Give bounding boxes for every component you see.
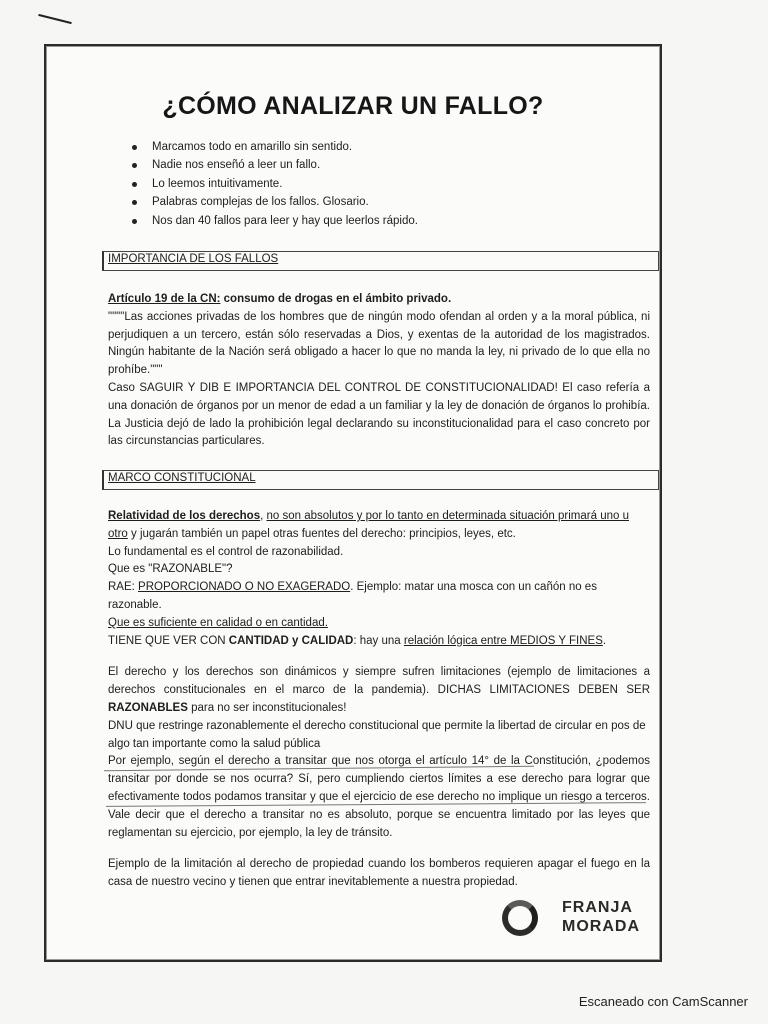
bullet-item: Nos dan 40 fallos para leer y hay que leerlos rápido.: [130, 212, 418, 230]
section-marco-body: [108, 508, 650, 892]
article-heading: Artículo 19 de la CN: consumo de drogas en el ámbito privado.: [108, 293, 452, 305]
franja-morada-logo: [502, 896, 652, 946]
page-title: ¿CÓMO ANALIZAR UN FALLO?: [162, 92, 544, 120]
article-quote: """"Las acciones privadas de los hombres que de ningún modo ofendan al orden y a la moral pública, ni perjudiquen a un tercero, están sólo reservadas a Dios, y exentas de la autoridad de los magistrados. Ningún habitante de la Nación será obligado a hacer lo que no manda la ley, ni privado de lo que ella no prohíbe.""": [108, 310, 650, 377]
section-heading-marco: MARCO CONSTITUCIONAL: [102, 470, 659, 490]
bullet-item: Nadie nos enseñó a leer un fallo.: [130, 156, 418, 174]
bullet-item: Lo leemos intuitivamente.: [130, 175, 418, 193]
document-page: [44, 44, 662, 962]
razonabilidad-line: Lo fundamental es el control de razonabilidad.: [108, 545, 344, 558]
dinamicos-paragraph: El derecho y los derechos son dinámicos y siempre sufren limitaciones (ejemplo de limitaciones a derechos constitucionales en el marco de la pandemia). DICHAS LIMITACIONES DEBEN SER RAZONABLES para no ser inconstitucionales!: [108, 666, 650, 714]
case-paragraph: Caso SAGUIR Y DIB E IMPORTANCIA DEL CONTROL DE CONSTITUCIONALIDAD! El caso refería a una donación de órganos por un menor de edad a un familiar y la ley de donación de órganos lo prohibía. La Justicia dejó de lado la prohibición legal declarando su inconstitucionalidad para el caso concreto por las circunstancias particulares.: [108, 381, 650, 448]
spacer: [108, 842, 650, 856]
logo-ring-icon: [502, 900, 538, 936]
spacer: [108, 650, 650, 664]
transito-example-paragraph: Por ejemplo, según el derecho a transitar que nos otorga el artículo 14° de la Constitución, ¿podemos transitar por donde se nos ocurra? Sí, pero cumpliendo ciertos límites a ese derecho para lograr que efectivamente todos podamos transitar y que el ejercicio de ese derecho no implique un riesgo a terceros. Vale decir que el derecho a transitar no es absoluto, porque se encuentra limitado por las leyes que reglamentan su ejercicio, por ejemplo, la ley de tránsito.: [108, 755, 650, 839]
rae-definition: RAE: PROPORCIONADO O NO EXAGERADO. Ejemplo: matar una mosca con un cañón no es razonable. Que es suficiente en calidad o en cantidad.: [108, 581, 597, 629]
logo-text: FRANJA MORADA: [562, 899, 640, 935]
medios-fines-line: TIENE QUE VER CON CANTIDAD y CALIDAD: hay una relación lógica entre MEDIOS Y FINES.: [108, 634, 607, 647]
section-heading-importancia: IMPORTANCIA DE LOS FALLOS: [102, 251, 659, 271]
propiedad-example-paragraph: Ejemplo de la limitación al derecho de propiedad cuando los bomberos requieren apagar el fuego en la casa de nuestro vecino y tienen que entrar inevitablemente a nuestra propiedad.: [108, 858, 650, 889]
bullet-item: Palabras complejas de los fallos. Glosario.: [130, 193, 418, 211]
camscanner-caption: Escaneado con CamScanner: [578, 994, 748, 1009]
razonable-question: Que es "RAZONABLE"?: [108, 563, 233, 576]
intro-bullet-list: [130, 138, 418, 230]
relatividad-paragraph: Relatividad de los derechos, no son absolutos y por lo tanto en determinada situación primará uno u otro y jugarán también un papel otras fuentes del derecho: principios, leyes, etc.: [108, 510, 629, 540]
bullet-item: Marcamos todo en amarillo sin sentido.: [130, 138, 418, 156]
scan-pen-mark: [38, 14, 71, 24]
dnu-paragraph: DNU que restringe razonablemente el derecho constitucional que permite la libertad de circular en pos de algo tan importante como la salud pública: [108, 719, 646, 750]
section-importancia-body: [108, 291, 650, 451]
